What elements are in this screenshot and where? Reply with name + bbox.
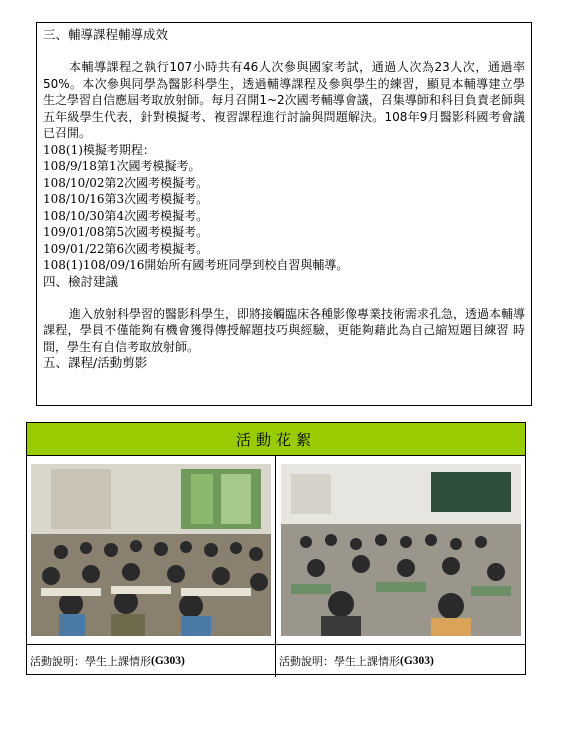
exam-schedule [43, 142, 525, 274]
schedule-line: 108(1)108/09/16開始所有國考班同學到校自習與輔導。 [43, 258, 349, 272]
schedule-line: 108(1)模擬考期程： [43, 142, 155, 157]
section3-body: 本輔導課程之執行107小時共有46人次參與國家考試，通過人次為23人次，通過率50%。本次參與同學為醫影科學生，透過輔導課程及參與學生的練習，顯見本輔導建立學生之學習自信應屆考取放射師。每月召開1~2次國考輔導會議，召集導師和科目負責老師與五年級學生代表，針對模擬考、複習課程進行討論與問題解決。108年9月醫影科國考會議已召開。 [43, 60, 525, 140]
section3-title: 三、輔導課程輔導成效 [43, 27, 169, 42]
schedule-line: 109/01/22第6次國考模擬考。 [43, 241, 209, 256]
caption-label: 活動說明：學生上課情形 [30, 655, 151, 668]
activity-title: 活動花絮 [27, 423, 525, 456]
schedule-line: 108/10/02第2次國考模擬考。 [43, 175, 209, 190]
photo-cell [276, 456, 525, 644]
photo-caption [27, 645, 276, 677]
photo-cell [27, 456, 276, 644]
photo-row [27, 456, 525, 645]
schedule-line: 108/10/16第3次國考模擬考。 [43, 192, 209, 206]
schedule-line: 108/10/30第4次國考模擬考。 [43, 208, 209, 223]
caption-row [27, 645, 525, 677]
report-box [36, 22, 532, 406]
activity-table [26, 422, 526, 675]
classroom-photo [281, 464, 521, 636]
schedule-line: 108/9/18第1次國考模擬考。 [43, 159, 201, 173]
section5-title: 五、課程/活動剪影 [43, 355, 148, 370]
schedule-line: 109/01/08第5次國考模擬考。 [43, 225, 209, 239]
section4-title: 四、檢討建議 [43, 273, 119, 289]
caption-code: (G303) [151, 655, 185, 667]
photo-caption [276, 645, 525, 677]
caption-code: (G303) [400, 655, 434, 667]
section4-body: 進入放射科學習的醫影科學生，即將接觸臨床各種影像專業技術需求孔急，透過本輔導課程，學員不僅能夠有機會獲得傳授解題技巧與經驗，更能夠藉此為自己縮短題目練習 時間，學生有自信考取放射師。 [43, 306, 526, 354]
classroom-photo [31, 464, 271, 636]
caption-label: 活動說明：學生上課情形 [279, 655, 400, 668]
